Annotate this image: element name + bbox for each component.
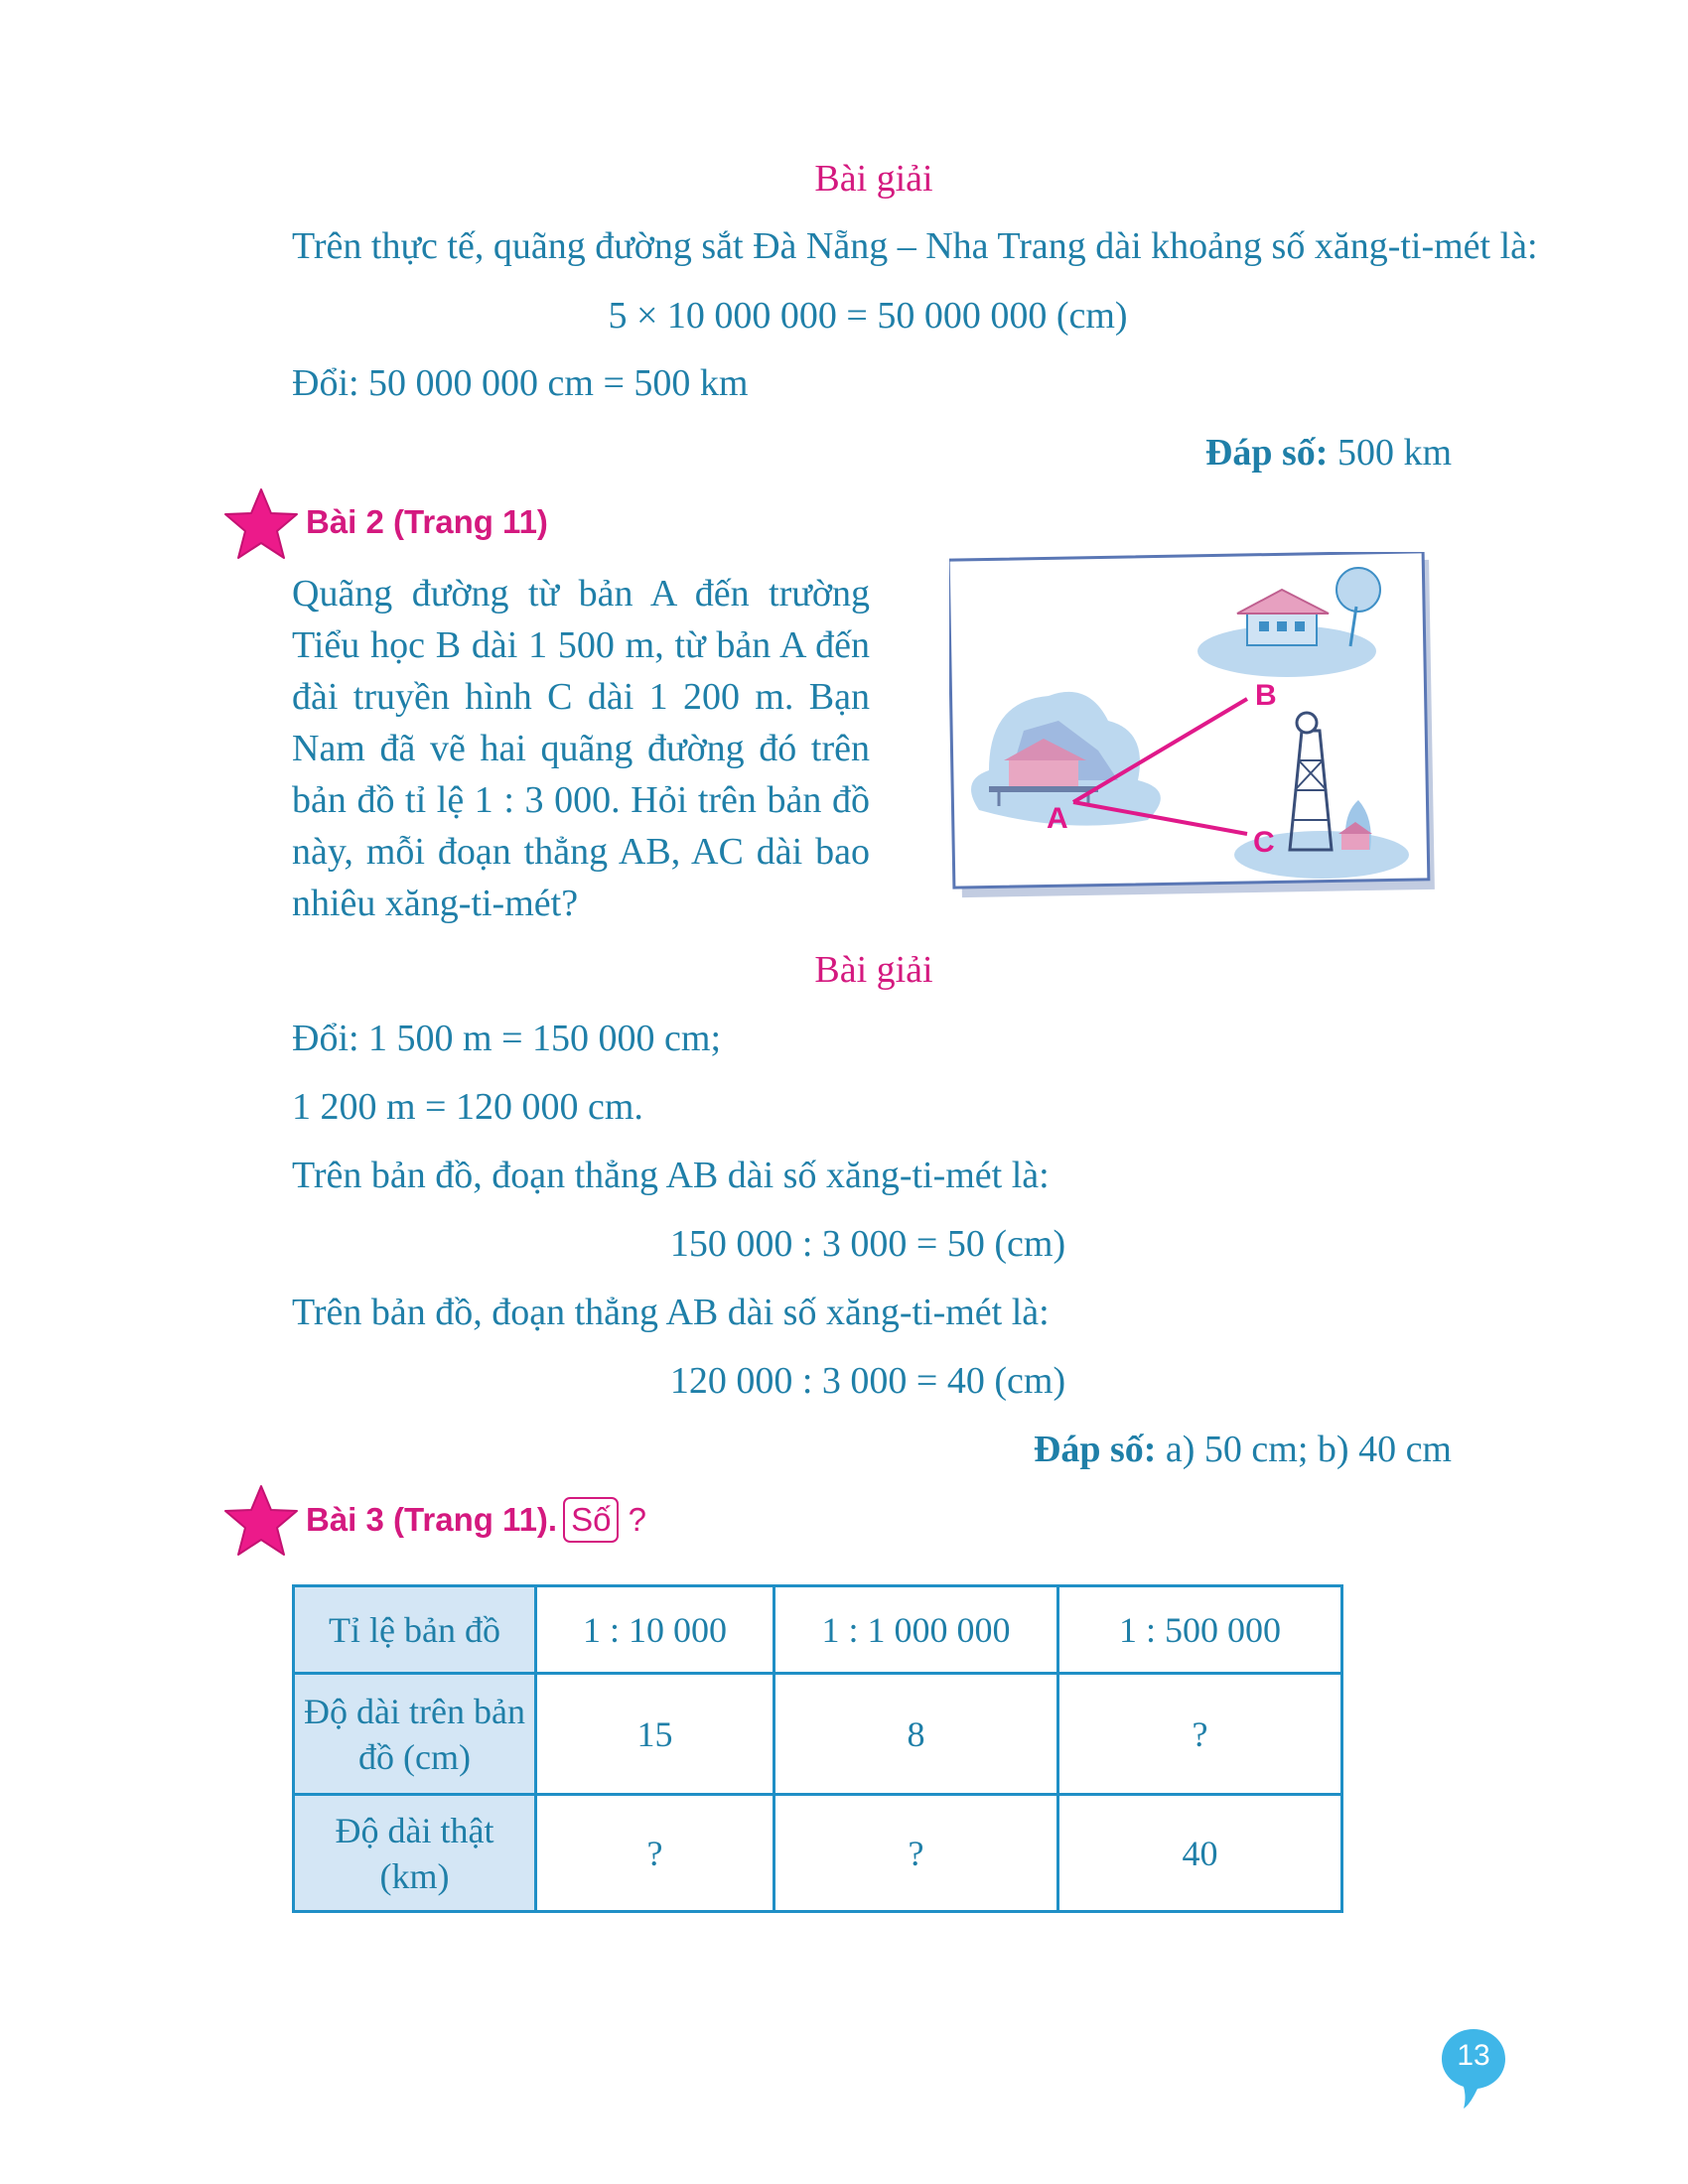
map-label-a: A (1047, 802, 1068, 835)
table-header-cell: Độ dài thật (km) (294, 1795, 536, 1912)
exercise-2-problem: Quãng đường từ bản A đến trường Tiểu học B dài 1 500 m, từ bản A đến đài truyền hình C dài 1 200 m. Bạn Nam đã vẽ hai quãng đường đó trên bản đồ tỉ lệ 1 : 3 000. Hỏi trên bản đồ này, mỗi đoạn thẳng AB, AC dài bao nhiêu xăng-ti-mét? (292, 573, 870, 924)
map-illustration (949, 552, 1440, 901)
conversion-2: 1 200 m = 120 000 cm. (292, 1086, 643, 1128)
page-number-badge (1442, 2027, 1509, 2111)
exercise-3-title: Bài 3 (Trang 11). (306, 1501, 558, 1538)
calculation: 5 × 10 000 000 = 50 000 000 (cm) (608, 295, 1128, 337)
exercise-2-heading: Bài 2 (Trang 11) (306, 503, 548, 540)
table-row (294, 1586, 1342, 1674)
calculation-1: 150 000 : 3 000 = 50 (cm) (669, 1223, 1066, 1265)
map-label-c: C (1253, 826, 1275, 859)
answer (1205, 431, 1452, 477)
conversion-1: Đổi: 1 500 m = 150 000 cm; (292, 1018, 722, 1059)
number-box: Số (563, 1497, 619, 1543)
map-label-b: B (1255, 679, 1277, 712)
table-header-cell: Độ dài trên bản đồ (cm) (294, 1674, 536, 1795)
solution-title-2: Bài giải (814, 949, 933, 991)
table-cell: 1 : 500 000 (1058, 1586, 1342, 1674)
table-cell: 40 (1058, 1795, 1342, 1912)
question-mark: ? (628, 1501, 646, 1538)
table-header-cell: Tỉ lệ bản đồ (294, 1586, 536, 1674)
solution-step-2: Trên bản đồ, đoạn thẳng AB dài số xăng-ti-mét là: (292, 1292, 1050, 1333)
calculation-2: 120 000 : 3 000 = 40 (cm) (669, 1360, 1066, 1402)
solution-title: Bài giải (814, 158, 933, 200)
answer-label: Đáp số: (1033, 1429, 1157, 1470)
solution-step-1: Trên bản đồ, đoạn thẳng AB dài số xăng-ti-mét là: (292, 1155, 1050, 1196)
page-number: 13 (1457, 2039, 1490, 2072)
answer-value: 500 km (1328, 432, 1452, 474)
scale-table (292, 1584, 1343, 1913)
answer-value: a) 50 cm; b) 40 cm (1156, 1429, 1452, 1470)
table-cell: 15 (536, 1674, 774, 1795)
conversion: Đổi: 50 000 000 cm = 500 km (292, 362, 749, 404)
table-cell: ? (1058, 1674, 1342, 1795)
solution-line: Trên thực tế, quãng đường sắt Đà Nẵng – Nha Trang dài khoảng số xăng-ti-mét là: (292, 225, 1538, 267)
table-row (294, 1674, 1342, 1795)
table-cell: ? (774, 1795, 1058, 1912)
star-icon (222, 486, 300, 562)
table-cell: ? (536, 1795, 774, 1912)
table-cell: 8 (774, 1674, 1058, 1795)
answer-2 (1034, 1428, 1452, 1473)
star-icon (222, 1483, 300, 1559)
table-row (294, 1795, 1342, 1912)
table-cell: 1 : 10 000 (536, 1586, 774, 1674)
answer-label: Đáp số: (1204, 432, 1329, 474)
table-cell: 1 : 1 000 000 (774, 1586, 1058, 1674)
exercise-3-heading (306, 1497, 646, 1543)
